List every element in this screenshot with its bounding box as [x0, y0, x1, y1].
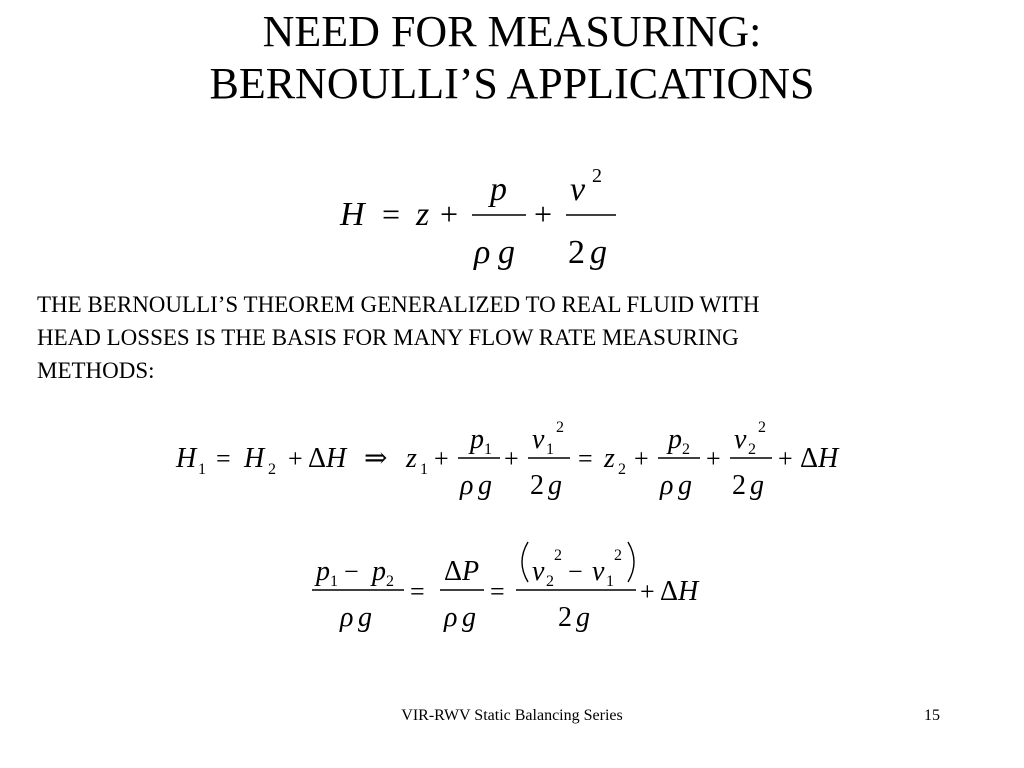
eq2-z2-sub: 2 [618, 461, 626, 478]
title-line-1: NEED FOR MEASURING: [262, 7, 762, 56]
eq2-plus-6: + [778, 444, 793, 473]
eq1-frac2-exp: 2 [592, 165, 602, 187]
eq2-g-3: g [678, 470, 692, 501]
eq3-right-paren [628, 542, 634, 582]
eq2-H1-sub: 1 [198, 461, 206, 478]
eq2-H2: H [244, 443, 265, 474]
eq2-p1: p [470, 424, 484, 455]
eq2-delta-2: Δ [800, 443, 819, 474]
eq2-plus-4: + [634, 444, 649, 473]
eq3-rho-2: ρ [444, 602, 458, 633]
eq3-v1: v [592, 556, 605, 587]
eq2-plus-5: + [706, 444, 721, 473]
eq2-plus-2: + [434, 444, 449, 473]
eq2-equals-2: = [578, 444, 593, 473]
slide-title [0, 6, 1024, 110]
eq2-g-1: g [478, 470, 492, 501]
eq1-equals: = [382, 196, 401, 232]
eq1-frac2-two: 2 [568, 234, 585, 271]
body-text [37, 288, 977, 387]
eq1-H: H [340, 196, 365, 233]
eq3-equals-2: = [490, 577, 505, 606]
eq1-frac2-v: v [570, 171, 586, 208]
eq3-v2: v [532, 556, 545, 587]
eq2-plus-3: + [504, 444, 519, 473]
eq2-z1: z [406, 443, 417, 474]
eq3-H: H [678, 576, 699, 607]
eq2-v1-exp: 2 [556, 419, 564, 436]
eq2-p1-sub: 1 [484, 441, 492, 458]
eq3-equals-1: = [410, 577, 425, 606]
eq2-v1-sub: 1 [546, 441, 554, 458]
eq2-v1: v [532, 424, 545, 455]
eq1-frac1-num: p [490, 171, 507, 208]
title-line-2: BERNOULLI’S APPLICATIONS [209, 59, 815, 108]
eq2-H2-sub: 2 [268, 461, 276, 478]
pressure-difference-equation [310, 532, 730, 642]
eq2-rho-2: ρ [660, 470, 674, 501]
eq2-implies: ⇒ [364, 443, 388, 474]
eq3-g-1: g [358, 602, 372, 633]
eq3-p1-sub: 1 [330, 573, 338, 590]
eq2-p2-sub: 2 [682, 441, 690, 458]
eq3-rho-1: ρ [340, 602, 354, 633]
energy-balance-equation [172, 410, 862, 510]
eq3-v2-exp: 2 [554, 547, 562, 564]
eq3-g-3: g [576, 602, 590, 633]
eq3-p2: p [372, 556, 386, 587]
eq1-plus-2: + [534, 196, 553, 232]
eq3-g-2: g [462, 602, 476, 633]
eq2-H1: H [176, 443, 197, 474]
eq2-rho-1: ρ [460, 470, 474, 501]
eq3-delta: Δ [444, 556, 463, 587]
eq1-frac1-g: g [498, 234, 515, 271]
eq3-v1-sub: 1 [606, 573, 614, 590]
eq2-plus-1: + [288, 444, 303, 473]
eq2-v2: v [734, 424, 747, 455]
eq2-z2: z [604, 443, 615, 474]
eq3-delta-H: Δ [660, 576, 679, 607]
eq3-two: 2 [558, 602, 572, 633]
bernoulli-equation [330, 160, 630, 280]
eq2-z1-sub: 1 [420, 461, 428, 478]
body-line-1: THE BERNOULLI’S THEOREM GENERALIZED TO REAL FLUID WITH [37, 292, 760, 317]
eq2-g-2: g [548, 470, 562, 501]
eq2-two-2: 2 [732, 470, 746, 501]
eq3-plus: + [640, 577, 655, 606]
eq2-two-1: 2 [530, 470, 544, 501]
footer-title: VIR-RWV Static Balancing Series [401, 707, 623, 724]
eq3-p2-sub: 2 [386, 573, 394, 590]
eq3-minus-2: − [568, 557, 583, 586]
eq2-delta-1: Δ [308, 443, 327, 474]
body-line-2: HEAD LOSSES IS THE BASIS FOR MANY FLOW RATE MEASURING [37, 325, 739, 350]
body-line-3: METHODS: [37, 358, 155, 383]
eq3-minus-1: − [344, 557, 359, 586]
eq1-frac2-g: g [590, 234, 607, 271]
eq3-P: P [462, 556, 480, 587]
eq2-g-4: g [750, 470, 764, 501]
eq1-z: z [416, 196, 430, 233]
eq1-frac1-rho: ρ [474, 234, 491, 271]
eq2-dH-1: H [326, 443, 347, 474]
eq2-v2-exp: 2 [758, 419, 766, 436]
eq3-v1-exp: 2 [614, 547, 622, 564]
eq2-dH-2: H [818, 443, 839, 474]
eq1-plus-1: + [440, 196, 459, 232]
eq3-left-paren [522, 542, 528, 582]
eq3-p1: p [316, 556, 330, 587]
page-number: 15 [924, 707, 940, 724]
eq2-p2: p [668, 424, 682, 455]
eq2-equals-1: = [216, 444, 231, 473]
eq3-v2-sub: 2 [546, 573, 554, 590]
eq2-v2-sub: 2 [748, 441, 756, 458]
